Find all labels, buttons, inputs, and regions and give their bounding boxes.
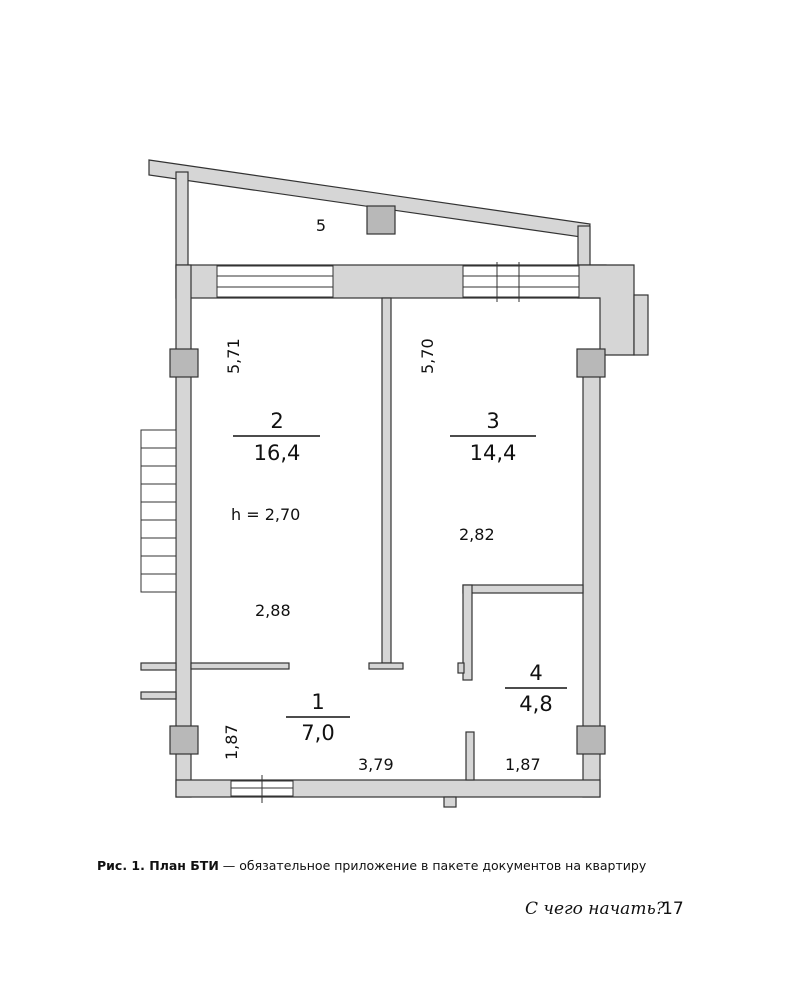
balcony-wall-right (578, 226, 590, 270)
room-3-area: 14,4 (469, 441, 517, 465)
column-right-upper (577, 349, 605, 377)
room-5-number: 5 (315, 216, 327, 235)
wall-right-jog-edge (634, 295, 648, 355)
partition-2-3-foot (369, 663, 403, 669)
running-footer-title: С чего начать? (525, 899, 665, 919)
window-top-right (463, 266, 579, 297)
partition-4-top (463, 585, 583, 593)
room-1-area: 7,0 (301, 721, 335, 745)
caption-text: — обязательное приложение в пакете документов на квартиру (218, 858, 647, 873)
room-4-number: 4 (529, 661, 543, 685)
room-2-area: 16,4 (253, 441, 301, 465)
partition-4-stub (458, 663, 464, 673)
dim-1-87-right: 1,87 (505, 755, 541, 774)
wall-left (176, 265, 191, 797)
wall-right-jog (578, 265, 634, 355)
wall-stub-left-1 (141, 663, 176, 670)
column-left-upper (170, 349, 198, 377)
caption-label: Рис. 1. План БТИ (97, 858, 219, 873)
column-balcony (367, 206, 395, 234)
partition-4-left-lower (466, 732, 474, 780)
room-1-number: 1 (311, 690, 325, 714)
page-number: 17 (662, 899, 684, 919)
wall-stub-left-2 (141, 692, 176, 699)
dim-2-82: 2,82 (459, 525, 495, 544)
dim-1-87-left: 1,87 (222, 724, 241, 760)
dim-3-79: 3,79 (358, 755, 394, 774)
dim-2-88: 2,88 (255, 601, 291, 620)
balcony-wall-left (176, 172, 188, 268)
radiator (141, 430, 176, 592)
room-2-number: 2 (270, 409, 284, 433)
partition-2-1 (191, 663, 289, 669)
dim-5-70: 5,70 (418, 338, 437, 374)
figure-caption (97, 858, 646, 873)
ceiling-height: h = 2,70 (231, 505, 301, 524)
partition-2-3 (382, 298, 391, 663)
column-right-lower (577, 726, 605, 754)
wall-bottom-notch (444, 797, 456, 807)
room-4-area: 4,8 (519, 692, 553, 716)
column-left-lower (170, 726, 198, 754)
window-top-left (217, 266, 333, 297)
dim-5-71: 5,71 (224, 338, 243, 374)
room-3-number: 3 (486, 409, 500, 433)
